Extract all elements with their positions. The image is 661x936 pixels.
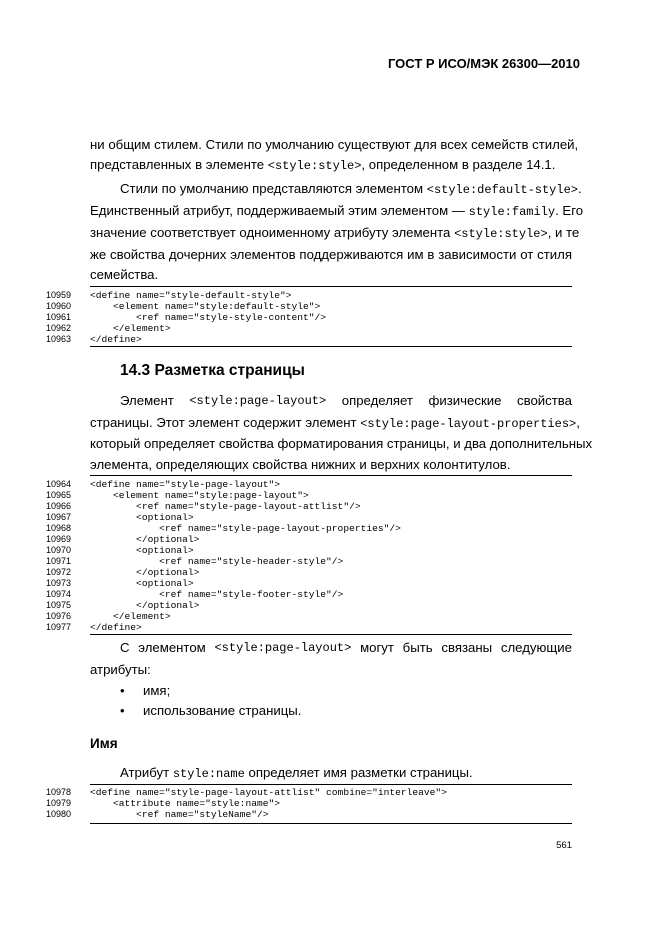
line-number: 10968 — [46, 523, 72, 533]
code-line: </element> — [90, 611, 171, 622]
text: Элемент — [120, 393, 174, 408]
code-line: </optional> — [90, 534, 200, 545]
code-line: <ref name="styleName"/> — [90, 809, 269, 820]
code-top-rule — [90, 475, 572, 476]
line-number: 10971 — [46, 556, 72, 566]
line-number: 10980 — [46, 809, 72, 819]
text: атрибуты: — [90, 662, 151, 677]
code-line: <ref name="style-page-layout-attlist"/> — [90, 501, 361, 512]
inline-code: <style:page-layout> — [189, 394, 327, 408]
code-line: </define> — [90, 334, 142, 345]
code-line: <element name="style:page-layout"> — [90, 490, 309, 501]
line-number: 10960 — [46, 301, 72, 311]
text: Атрибут — [120, 765, 173, 780]
text: Стили по умолчанию представляются элементом — [120, 181, 427, 196]
paragraph-line — [90, 435, 593, 453]
text: значение соответствует одноименному атрибуту элемента — [90, 225, 455, 240]
code-bottom-rule — [90, 823, 572, 824]
code-line: <optional> — [90, 512, 194, 523]
text: следующие — [500, 640, 572, 655]
list-item: использование страницы. — [143, 703, 302, 718]
paragraph-line — [120, 764, 572, 782]
inline-code: style:name — [172, 767, 245, 781]
paragraph-line — [90, 266, 572, 284]
line-number: 10979 — [46, 798, 72, 808]
code-line: <attribute name="style:name"> — [90, 798, 280, 809]
code-line: <ref name="style-page-layout-properties"/> — [90, 523, 401, 534]
bullet-marker: • — [120, 683, 125, 698]
text: физические — [428, 393, 502, 408]
list-item: имя; — [143, 683, 171, 698]
code-line: </define> — [90, 622, 142, 633]
text: Единственный атрибут, поддерживаемый этим элементом — — [90, 203, 469, 218]
paragraph-line — [120, 392, 572, 410]
inline-code: <style:page-layout> — [214, 641, 352, 655]
code-top-rule — [90, 286, 572, 287]
line-number: 10975 — [46, 600, 72, 610]
paragraph-line — [90, 136, 579, 154]
code-line: <define name="style-page-layout"> — [90, 479, 280, 490]
line-number: 10962 — [46, 323, 72, 333]
code-line: <optional> — [90, 545, 194, 556]
text: представленных в элементе — [90, 157, 268, 172]
text: , определенном в разделе 14.1. — [361, 157, 556, 172]
document-header: ГОСТ Р ИСО/МЭК 26300—2010 — [387, 56, 580, 71]
line-number: 10966 — [46, 501, 72, 511]
paragraph-line — [90, 202, 584, 220]
code-line: <define name="style-default-style"> — [90, 290, 292, 301]
line-number: 10972 — [46, 567, 72, 577]
text: же свойства дочерних элементов поддерживаются им в зависимости от стиля — [90, 247, 572, 262]
code-line: <define name="style-page-layout-attlist" combine="interleave"> — [90, 787, 447, 798]
paragraph-line — [90, 156, 572, 174]
text: , — [576, 415, 580, 430]
paragraph-line — [120, 639, 572, 657]
paragraph-line — [90, 246, 572, 264]
text: который определяет свойства форматирования страницы, и два дополнительных — [90, 436, 593, 451]
text: , и те — [547, 225, 580, 240]
subsection-heading: Имя — [90, 736, 118, 751]
inline-code: <style:page-layout-properties> — [360, 417, 577, 431]
text: определяет — [341, 393, 413, 408]
line-number: 10967 — [46, 512, 72, 522]
code-line: <ref name="style-footer-style"/> — [90, 589, 344, 600]
text: страницы. Этот элемент содержит элемент — [90, 415, 361, 430]
line-number: 10963 — [46, 334, 72, 344]
line-number: 10969 — [46, 534, 72, 544]
paragraph-line — [90, 414, 580, 432]
line-number: 10965 — [46, 490, 72, 500]
code-line: <element name="style:default-style"> — [90, 301, 321, 312]
line-number: 10976 — [46, 611, 72, 621]
code-line: <optional> — [90, 578, 194, 589]
line-number: 10974 — [46, 589, 72, 599]
paragraph-line — [120, 180, 582, 198]
line-number: 10977 — [46, 622, 72, 632]
text: . Его — [555, 203, 584, 218]
section-heading: 14.3 Разметка страницы — [120, 362, 305, 379]
inline-code: <style:default-style> — [426, 183, 578, 197]
page-number: 561 — [556, 840, 572, 851]
code-bottom-rule — [90, 346, 572, 347]
code-line: </optional> — [90, 567, 200, 578]
text: С — [120, 640, 130, 655]
text: ни общим стилем. Стили по умолчанию существуют для всех семейств стилей, — [90, 137, 579, 152]
paragraph-line — [90, 661, 572, 679]
text: семейства. — [90, 267, 159, 282]
line-number: 10978 — [46, 787, 72, 797]
text: свойства — [517, 393, 572, 408]
inline-code: <style:style> — [267, 159, 362, 173]
text: . — [577, 181, 582, 196]
code-top-rule — [90, 784, 572, 785]
inline-code: <style:style> — [454, 227, 548, 241]
text: связаны — [441, 640, 493, 655]
code-bottom-rule — [90, 634, 572, 635]
line-number: 10964 — [46, 479, 72, 489]
code-line: <ref name="style-header-style"/> — [90, 556, 344, 567]
paragraph-line — [90, 456, 572, 474]
text: определяет имя разметки страницы. — [244, 765, 473, 780]
line-number: 10959 — [46, 290, 72, 300]
line-number: 10970 — [46, 545, 72, 555]
text: элементом — [138, 640, 206, 655]
line-number: 10973 — [46, 578, 72, 588]
text: элемента, определяющих свойства нижних и верхних колонтитулов. — [90, 457, 511, 472]
code-line: </optional> — [90, 600, 200, 611]
text: быть — [402, 640, 433, 655]
text: могут — [360, 640, 394, 655]
bullet-marker: • — [120, 703, 125, 718]
code-line: <ref name="style-style-content"/> — [90, 312, 327, 323]
inline-code: style:family — [468, 205, 556, 219]
paragraph-line — [90, 224, 580, 242]
line-number: 10961 — [46, 312, 72, 322]
code-line: </element> — [90, 323, 171, 334]
